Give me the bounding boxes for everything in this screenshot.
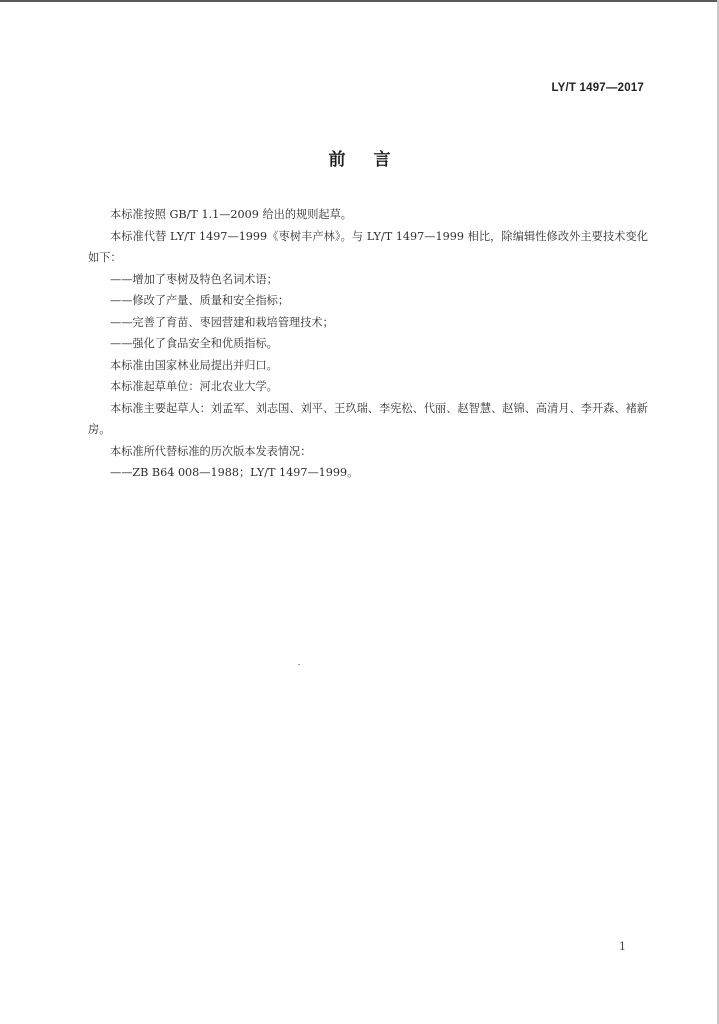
scan-speck [298, 664, 300, 665]
standard-code: LY/T 1497—2017 [551, 82, 644, 94]
page-number: 1 [619, 940, 626, 953]
scan-edge-top [0, 0, 719, 2]
document-body [88, 204, 648, 484]
paragraph-drafting-unit: 本标准起草单位：河北农业大学。 [110, 380, 278, 393]
change-item-terms: ——增加了枣树及特色名词术语； [110, 272, 278, 286]
paragraph-drafting-rule: 本标准按照 GB/T 1.1—2009 给出的规则起草。 [110, 208, 352, 221]
page-title: 前言 [328, 150, 419, 170]
paragraph-proposed-by: 本标准由国家林业局提出并归口。 [110, 358, 278, 372]
paragraph-drafters: 本标准主要起草人：刘孟军、刘志国、刘平、王玖瑞、李宪松、代丽、赵智慧、赵锦、高清月、李开森、褚新房。 [88, 401, 648, 436]
change-item-indicators: ——修改了产量、质量和安全指标； [110, 294, 290, 307]
paragraph-history: 本标准所代替标准的历次版本发表情况： [110, 444, 312, 458]
paragraph-replaces: 本标准代替 LY/T 1497—1999《枣树丰产林》。与 LY/T 1497—1999 相比，除编辑性修改外主要技术变化如下： [88, 229, 648, 264]
history-item-versions: ——ZB B64 008—1988；LY/T 1497—1999。 [110, 466, 359, 479]
change-item-techniques: ——完善了育苗、枣园营建和栽培管理技术； [110, 315, 334, 329]
change-item-food-safety: ——强化了食品安全和优质指标。 [110, 337, 278, 350]
